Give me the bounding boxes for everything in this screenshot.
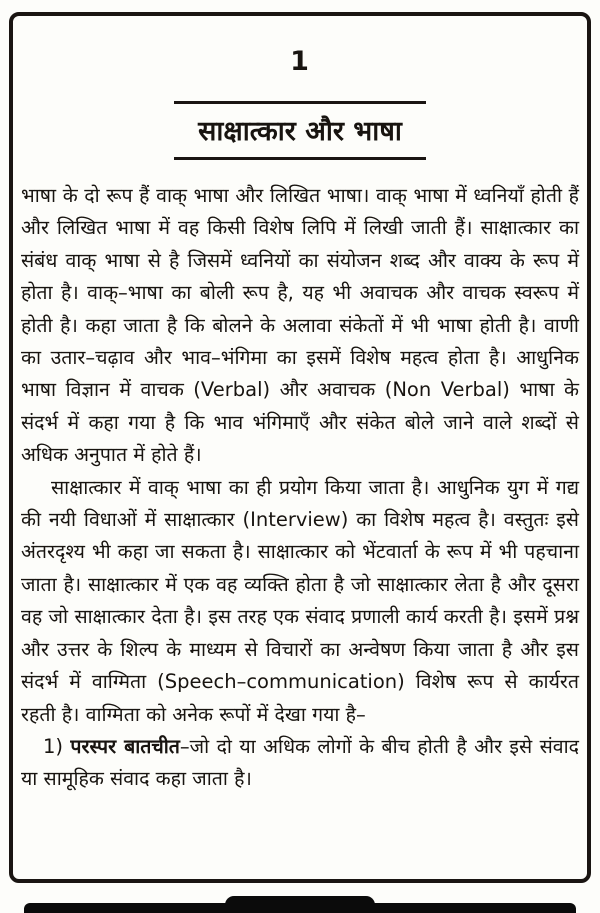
page-border-frame xyxy=(9,12,591,883)
chapter-title-block xyxy=(21,101,579,160)
list-item-number: 1) xyxy=(43,734,71,758)
chapter-title: साक्षात्कार और भाषा xyxy=(174,101,426,160)
list-item-term: परस्पर बातचीत xyxy=(70,734,180,758)
body-paragraph-2: साक्षात्कार में वाक् भाषा का ही प्रयोग किया जाता है। आधुनिक युग में गद्य की नयी विधाओं में साक्षात्कार (Interview) का विशेष महत्व है। वस्तुतः इसे अंतरदृश्य भी कहा जा सकता है। साक्षात्कार को भेंटवार्ता के रूप में भी पहचाना जाता है। साक्षात्कार में एक वह व्यक्ति होता है जो साक्षात्कार लेता है और दूसरा वह जो साक्षात्कार देता है। इस तरह एक संवाद प्रणाली कार्य करती है। इसमें प्रश्न और उत्तर के शिल्प के माध्यम से विचारों का अन्वेषण किया जाता है और इस संदर्भ में वाग्मिता (Speech–communication) विशेष रूप से कार्यरत रहती है। वाग्मिता को अनेक रूपों में देखा गया है– xyxy=(21,475,579,726)
book-edge-shadow xyxy=(24,903,576,913)
page-body xyxy=(21,180,579,796)
body-paragraph-1: भाषा के दो रूप हैं वाक् भाषा और लिखित भाषा। वाक् भाषा में ध्वनियाँ होती हैं और लिखित भाषा में वह किसी विशेष लिपि में लिखी जाती हैं। साक्षात्कार का संबंध वाक् भाषा से है जिसमें ध्वनियों का संयोजन शब्द और वाक्य के रूप में होता है। वाक्–भाषा का बोली रूप है, यह भी अवाचक और वाचक स्वरूप में होती है। कहा जाता है कि बोलने के अलावा संकेतों में भी भाषा होती है। वाणी का उतार–चढ़ाव और भाव–भंगिमा का इसमें विशेष महत्व होता है। आधुनिक भाषा विज्ञान में वाचक (Verbal) और अवाचक (Non Verbal) भाषा के संदर्भ में कहा गया है कि भाव भंगिमाएँ और संकेत बोले जाने वाले शब्दों से अधिक अनुपात में होते हैं। xyxy=(21,184,579,467)
page-number: 1 xyxy=(290,46,310,77)
numbered-list-item-1 xyxy=(21,731,579,796)
list-item-text: –जो दो या अधिक लोगों के बीच होती है और इसे संवाद या सामूहिक संवाद कहा जाता है। xyxy=(21,734,579,791)
book-edge-bump xyxy=(225,896,375,913)
